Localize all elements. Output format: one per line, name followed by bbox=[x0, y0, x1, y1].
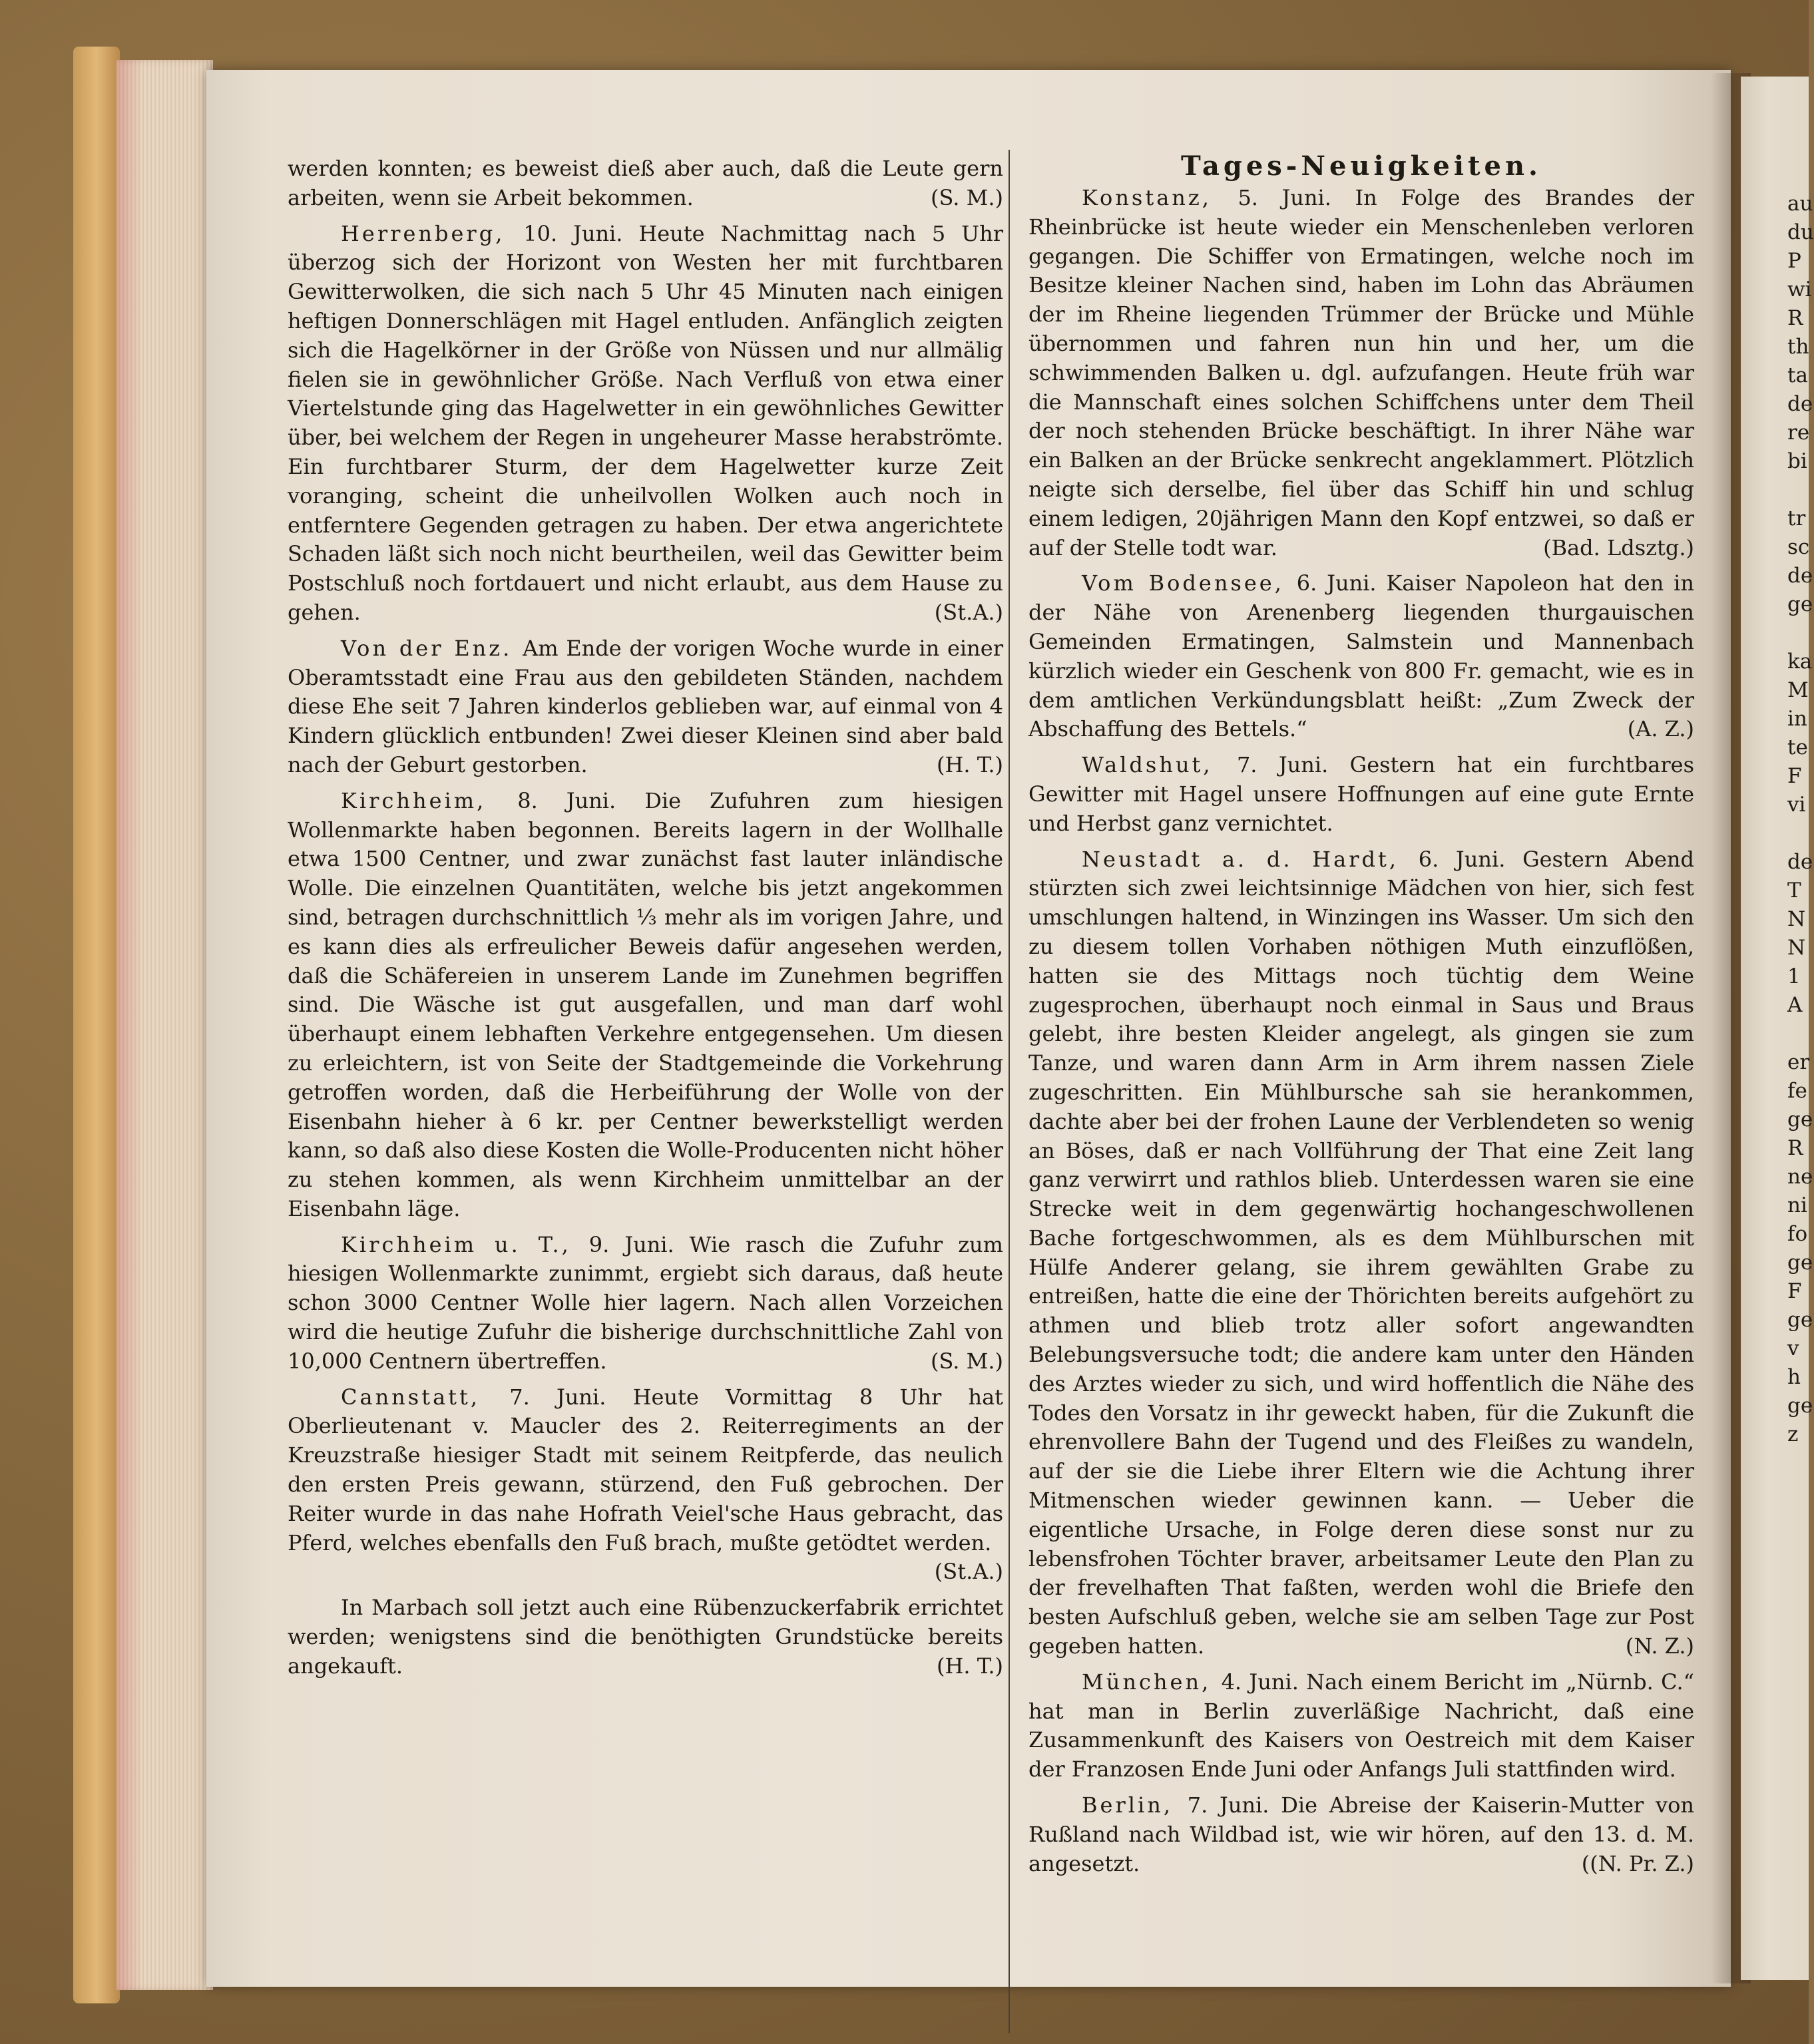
article-dateline: Herrenberg, bbox=[341, 220, 524, 246]
article-source: (N. Z.) bbox=[1625, 1633, 1694, 1659]
article-dateline: Neustadt a. d. Hardt, bbox=[1082, 846, 1419, 872]
next-page-fragment: ge bbox=[1787, 1251, 1813, 1275]
article-dateline: München, bbox=[1082, 1669, 1222, 1695]
next-page-fragment: A bbox=[1787, 993, 1803, 1017]
next-page-fragment: M bbox=[1787, 678, 1809, 702]
next-page-fragment: F bbox=[1787, 1279, 1802, 1303]
article-text: 9. Juni. Wie rasch die Zufuhr zum hiesigen Wollenmarkte zunimmt, ergiebt sich daraus, daß heute schon 3000 Centner Wolle hier lagern. Nach allen Vorzeichen wird die heutige Zufuhr die bisherige durchschnittliche Zahl von 10,000 Centnern übertreffen. bbox=[288, 1231, 1004, 1374]
article bbox=[1028, 845, 1694, 1661]
next-page-fragment: F bbox=[1787, 764, 1802, 788]
article-dateline: Berlin, bbox=[1082, 1792, 1188, 1818]
article-text: werden konnten; es beweist dieß aber auch, daß die Leute gern arbeiten, wenn sie Arbeit bekommen. bbox=[288, 156, 1003, 210]
article bbox=[288, 220, 1003, 628]
next-page-fragment: de bbox=[1787, 564, 1813, 588]
next-page-fragment: ge bbox=[1787, 1394, 1813, 1418]
article bbox=[1028, 1791, 1694, 1878]
next-page-fragment: T bbox=[1787, 879, 1801, 903]
next-page-fragment: fe bbox=[1787, 1079, 1807, 1103]
article-text: 7. Juni. Die Abreise der Kaiserin-Mutter von Rußland nach Wildbad ist, wie wir hören, auf den 13. d. M. angesetzt. bbox=[1028, 1792, 1695, 1876]
next-page-fragment: v bbox=[1787, 1336, 1799, 1360]
article bbox=[288, 634, 1003, 780]
article-text: 7. Juni. Gestern hat ein furchtbares Gewitter mit Hagel unsere Hoffnungen auf eine gute Ernte und Herbst ganz vernichtet. bbox=[1028, 752, 1695, 836]
article-source: (St.A.) bbox=[934, 599, 1003, 625]
right-articles bbox=[1028, 184, 1694, 1878]
next-page-fragment: ta bbox=[1787, 363, 1808, 387]
article-dateline: Vom Bodensee, bbox=[1082, 570, 1297, 596]
next-page-fragment: R bbox=[1787, 1136, 1803, 1160]
article bbox=[1028, 751, 1694, 838]
next-page-fragment: z bbox=[1787, 1422, 1799, 1446]
next-page-edge bbox=[1741, 77, 1814, 1980]
article bbox=[288, 154, 1003, 213]
next-page-fragment: P bbox=[1787, 249, 1801, 273]
next-page-fragment: R bbox=[1787, 306, 1803, 330]
article-text: Am Ende der vorigen Woche wurde in einer Oberamtsstadt eine Frau aus den gebildeten Ständen, nachdem diese Ehe seit 7 Jahren kinderlos geblieben war, auf einmal von 4 Kindern glücklich entbunden! Zwei dieser Kleinen sind aber bald nach der Geburt gestorben. bbox=[288, 635, 1004, 777]
next-page-fragment: vi bbox=[1787, 793, 1806, 817]
article bbox=[288, 1593, 1003, 1681]
article-text: 4. Juni. Nach einem Bericht im „Nürnb. C.“ hat man in Berlin zuverläßige Nachricht, daß eine Zusammenkunft des Kaisers von Oestreich mit dem Kaiser der Franzosen Ende Juni oder Anfangs Juli stattfinden wird. bbox=[1028, 1669, 1695, 1782]
article-source: (H. T.) bbox=[936, 751, 1003, 777]
article bbox=[1028, 569, 1694, 744]
section-heading: Tages-Neuigkeiten. bbox=[1181, 150, 1542, 182]
article bbox=[1028, 184, 1694, 562]
book-edge bbox=[73, 47, 120, 2003]
next-page-fragment: th bbox=[1787, 335, 1809, 359]
article bbox=[288, 787, 1003, 1224]
article-dateline: Kirchheim, bbox=[341, 787, 518, 813]
article-source: (Bad. Ldsztg.) bbox=[1543, 534, 1694, 560]
next-page-fragment: tr bbox=[1787, 507, 1806, 530]
next-page-fragment: re bbox=[1787, 421, 1810, 445]
article-source: (A. Z.) bbox=[1627, 716, 1694, 742]
article-source: (H. T.) bbox=[936, 1653, 1003, 1679]
next-page-fragment: wi bbox=[1787, 278, 1812, 302]
article-text: 7. Juni. Heute Vormittag 8 Uhr hat Oberlieutenant v. Maucler des 2. Reiterregiments an der Kreuzstraße hiesiger Stadt mit seinem Reitpferde, das neulich den ersten Preis gewann, stürzend, den Fuß gebrochen. Der Reiter wurde in das nahe Hofrath Veiel'sche Haus gebracht, das Pferd, welches ebenfalls den Fuß brach, mußte getödtet werden. bbox=[288, 1384, 1004, 1555]
next-page-fragment: ge bbox=[1787, 592, 1813, 616]
next-page-fragment: fo bbox=[1787, 1222, 1808, 1246]
article-dateline: Von der Enz. bbox=[341, 635, 523, 661]
article-source: (St.A.) bbox=[934, 1559, 1003, 1585]
next-page-fragment: te bbox=[1787, 735, 1808, 759]
article-dateline: Waldshut, bbox=[1082, 752, 1237, 778]
article bbox=[288, 1383, 1003, 1587]
article-text: 6. Juni. Kaiser Napoleon hat den in der Nähe von Arenenberg liegenden thurgauischen Gemeinden Ermatingen, Salmstein und Mannenbach kürzlich wieder ein Geschenk von 800 Fr. gemacht, wie es in dem amtlichen Verkündungsblatt heißt: „Zum Zweck der Abschaffung des Bettels.“ bbox=[1028, 570, 1695, 742]
article bbox=[288, 1231, 1003, 1376]
article-text: 5. Juni. In Folge des Brandes der Rheinbrücke ist heute wieder ein Menschenleben verloren gegangen. Die Schiffer von Ermatingen, welche noch im Besitze kleiner Nachen sind, haben im Lohn das Abräumen der im Rheine liegenden Trümmer der Brücke und Mühle übernommen und fahren nun hin und her, um die schwimmenden Balken u. dgl. aufzufangen. Heute früh war die Mannschaft eines solchen Schiffchens unter dem Theil der noch stehenden Brücke beschäftigt. In ihrer Nähe war ein Balken an der Brücke senkrecht angeklammert. Plötzlich neigte sich derselbe, fiel über das Schiff hin und schlug einem ledigen, 20jährigen Mann den Kopf entzwei, so daß er auf der Stelle todt war. bbox=[1028, 185, 1695, 560]
left-column bbox=[288, 154, 1003, 1688]
article-text: In Marbach soll jetzt auch eine Rübenzuckerfabrik errichtet werden; wenigstens sind die benöthigten Grundstücke bereits angekauft. bbox=[288, 1595, 1003, 1679]
column-rule bbox=[1009, 150, 1010, 2033]
page-stack bbox=[116, 60, 213, 1990]
article-text: 10. Juni. Heute Nachmittag nach 5 Uhr überzog sich der Horizont von Westen her mit furchtbaren Gewitterwolken, die sich nach 5 Uhr 45 Minuten nach einigen heftigen Donnerschlägen mit Hagel entluden. Anfänglich zeigten sich die Hagelkörner in der Größe von Nüssen und nur allmälig fielen sie in gewöhnlicher Größe. Nach Verfluß von etwa einer Viertelstunde ging das Hagelwetter in ein gewöhnliches Gewitter über, bei welchem der Regen in ungeheurer Masse herabströmte. Ein furchtbarer Sturm, der dem Hagelwetter kurze Zeit voranging, scheint die unheilvollen Wolken auch noch in entferntere Gegenden getragen zu haben. Der etwa angerichtete Schaden läßt sich noch nicht beurtheilen, weil das Gewitter beim Postschluß noch fortdauert und nicht erlaubt, aus dem Hause zu gehen. bbox=[288, 220, 1003, 625]
next-page-fragment: de bbox=[1787, 850, 1813, 874]
article-dateline: Cannstatt, bbox=[341, 1384, 510, 1410]
article-source: (S. M.) bbox=[930, 1348, 1003, 1374]
next-page-fragment: de bbox=[1787, 392, 1813, 416]
next-page-fragment: ni bbox=[1787, 1193, 1807, 1217]
next-page-fragment: ka bbox=[1787, 650, 1813, 674]
next-page-fragment: ge bbox=[1787, 1308, 1813, 1332]
next-page-fragment: 1 bbox=[1787, 964, 1801, 988]
right-column bbox=[1028, 152, 1694, 1885]
next-page-fragment: du bbox=[1787, 220, 1814, 244]
article-source: ((N. Pr. Z.) bbox=[1581, 1850, 1694, 1876]
article bbox=[1028, 1668, 1694, 1784]
next-page-fragment: er bbox=[1787, 1050, 1810, 1074]
article-source: (S. M.) bbox=[930, 184, 1003, 210]
next-page-fragment: N bbox=[1787, 936, 1806, 960]
next-page-fragment: bi bbox=[1787, 449, 1807, 473]
next-page-fragment: ne bbox=[1787, 1165, 1813, 1189]
article-text: 6. Juni. Gestern Abend stürzten sich zwei leichtsinnige Mädchen von hier, sich fest umschlungen haltend, in Winzingen ins Wasser. Um sich den zu diesem tollen Vorhaben nöthigen Muth einzuflößen, hatten sie des Mittags noch tüchtig dem Weine zugesprochen, überhaupt noch einmal in Saus und Braus gelebt, ihre besten Kleider angelegt, als gingen sie zum Tanze, und waren dann Arm in Arm ihrem nassen Ziele zugeschritten. Ein Mühlbursche sah sie herankommen, dachte aber bei der frohen Laune der Verblendeten so wenig an Böses, daß er nach Vollführung der That eine Zeit lang ganz verwirrt und rathlos blieb. Unterdessen waren sie eine Strecke weit in dem gegenwärtig hochangeschwollenen Bache fortgeschwommen, als es dem Mühlburschen mit Hülfe Anderer gelang, sie ihrem gewählten Grabe zu entreißen, hatte die eine der Thörichten bereits aufgehört zu athmen und blieb trotz aller sofort angewandten Belebungsversuche todt; die andere kam unter den Händen des Arztes wieder zu sich, und wird hoffentlich die Nähe des Todes den Vorsatz in ihr geweckt haben, für die Zukunft die ehrenvollere Bahn der Tugend und des Fleißes zu wandeln, auf der sie die Liebe ihrer Eltern wie die Achtung ihrer Mitmenschen wieder gewinnen kann. — Ueber die eigentliche Ursache, in Folge deren diese sonst nur zu lebensfrohen Töchter braver, arbeitsamer Leute den Plan zu der frevelhaften That faßten, werden wohl die Briefe den besten Aufschluß geben, welche sie am selben Tage zur Post gegeben hatten. bbox=[1028, 846, 1694, 1659]
next-page-fragment: au bbox=[1787, 192, 1813, 216]
next-page-fragment: in bbox=[1787, 707, 1807, 731]
article-dateline: Kirchheim u. T., bbox=[341, 1231, 589, 1257]
next-page-fragment: sc bbox=[1787, 535, 1810, 559]
next-page-fragment: ge bbox=[1787, 1108, 1813, 1131]
article-dateline: Konstanz, bbox=[1082, 185, 1238, 210]
article-text: 8. Juni. Die Zufuhren zum hiesigen Wollenmarkte haben begonnen. Bereits lagern in der Wollhalle etwa 1500 Centner, und zwar zunächst fast lauter inländische Wolle. Die einzelnen Quantitäten, welche bis jetzt angekommen sind, betragen durchschnittlich ⅓ mehr als im vorigen Jahre, und es kann dies als erfreulicher Beweis dafür angesehen werden, daß die Schäfereien in unserem Lande im Zunehmen begriffen sind. Die Wäsche ist gut ausgefallen, und man darf wohl überhaupt einem lebhaften Verkehre entgegensehen. Um diesen zu erleichtern, ist von Seite der Stadtgemeinde die Vorkehrung getroffen worden, daß die Herbeiführung der Wolle von der Eisenbahn hieher à 6 kr. per Centner bewerkstelligt werden kann, so daß also diese Kosten die Wolle-Producenten nicht höher zu stehen kommen, als wenn Kirchheim unmittelbar an der Eisenbahn läge. bbox=[288, 787, 1004, 1221]
next-page-fragment: h bbox=[1787, 1365, 1801, 1389]
next-page-fragment: N bbox=[1787, 907, 1806, 931]
